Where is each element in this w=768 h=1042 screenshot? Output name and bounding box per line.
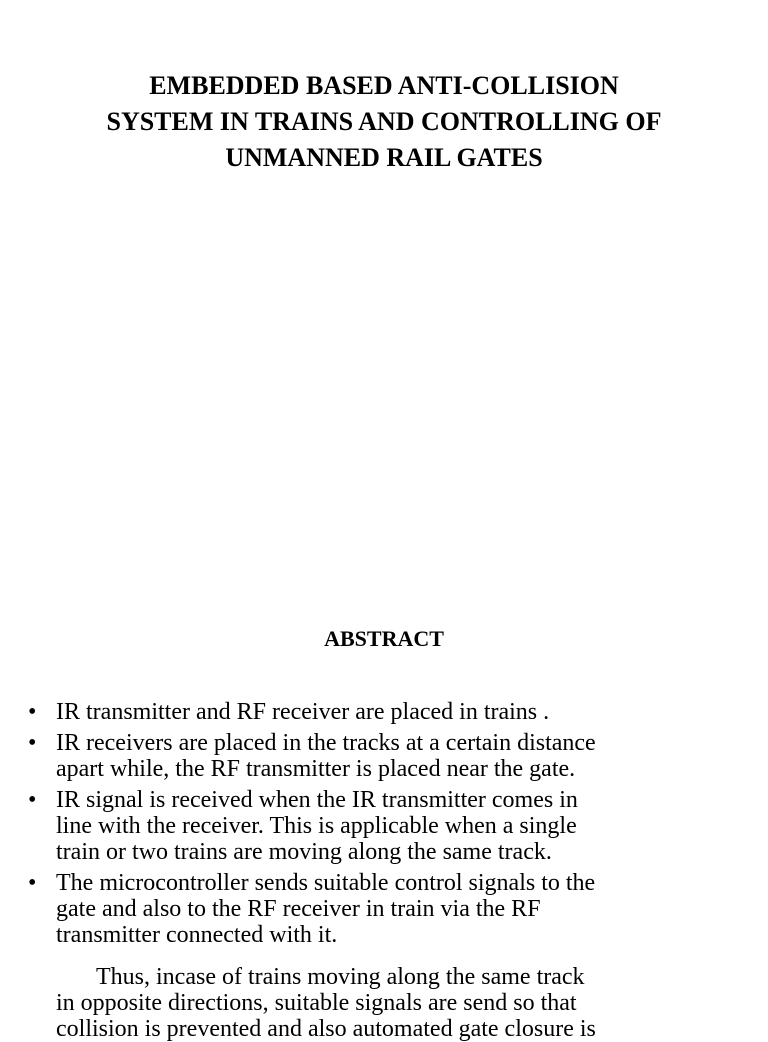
bullet-item-2: [28, 730, 748, 782]
bullet-2-line-2: apart while, the RF transmitter is placed near the gate.: [56, 756, 576, 782]
bullet-3-line-1: IR signal is received when the IR transmitter comes in: [56, 787, 578, 813]
bullet-4-line-1: The microcontroller sends suitable control signals to the: [56, 870, 596, 896]
document-title: [40, 68, 728, 176]
paragraph-line-2: in opposite directions, suitable signals are send so that: [56, 990, 577, 1016]
title-line-3: UNMANNED RAIL GATES: [225, 143, 543, 172]
bullet-item-3: [28, 787, 748, 865]
bullet-2-line-1: IR receivers are placed in the tracks at a certain distance: [56, 730, 596, 756]
bullet-1-line-1: IR transmitter and RF receiver are placed in trains .: [56, 699, 550, 725]
bullet-3-line-3: train or two trains are moving along the same track.: [56, 839, 552, 865]
bullet-item-1: [28, 699, 748, 725]
title-line-2: SYSTEM IN TRAINS AND CONTROLLING OF: [106, 107, 662, 136]
bullet-list: [28, 699, 748, 953]
body-paragraph: [56, 964, 756, 1042]
bullet-icon: •: [28, 870, 37, 896]
section-heading: ABSTRACT: [324, 626, 444, 651]
bullet-icon: •: [28, 787, 37, 813]
paragraph-line-1: Thus, incase of trains moving along the same track: [96, 964, 585, 990]
bullet-icon: •: [28, 699, 37, 725]
bullet-icon: •: [28, 730, 37, 756]
bullet-item-4: [28, 870, 748, 948]
bullet-4-line-2: gate and also to the RF receiver in train via the RF: [56, 896, 541, 922]
paragraph-line-3: collision is prevented and also automated gate closure is: [56, 1016, 596, 1042]
bullet-4-line-3: transmitter connected with it.: [56, 922, 338, 948]
title-line-1: EMBEDDED BASED ANTI-COLLISION: [149, 71, 619, 100]
bullet-3-line-2: line with the receiver. This is applicable when a single: [56, 813, 577, 839]
